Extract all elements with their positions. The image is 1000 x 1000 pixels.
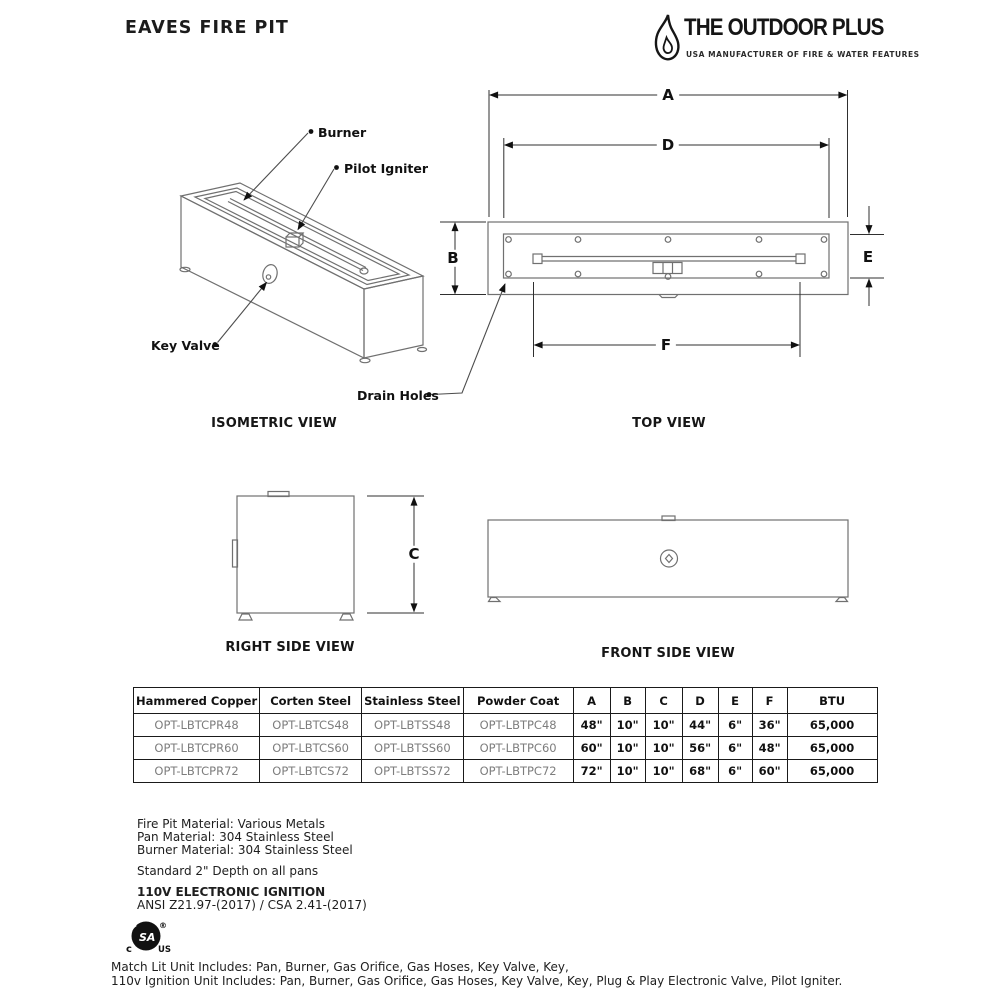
callout-drain-holes-label: Drain Holes (357, 388, 439, 403)
table-cell: 6" (718, 760, 752, 783)
table-cell: 65,000 (787, 737, 877, 760)
spec-table (133, 687, 878, 783)
table-cell: 65,000 (787, 760, 877, 783)
front-side-view-caption: FRONT SIDE VIEW (601, 646, 735, 661)
table-cell: 48" (573, 714, 610, 737)
right-side-view-drawing (233, 492, 355, 621)
callout-pilot-igniter-label: Pilot Igniter (344, 161, 429, 176)
table-row (134, 760, 878, 783)
table-cell: 44" (682, 714, 718, 737)
table-cell: OPT-LBTCS60 (260, 737, 362, 760)
right-side-view-caption: RIGHT SIDE VIEW (225, 640, 355, 655)
csa-us-mark: US (158, 945, 172, 955)
dim-label-d: D (657, 137, 679, 154)
table-cell: 48" (752, 737, 787, 760)
registered-trademark-symbol: ® (159, 921, 167, 930)
table-cell: 68" (682, 760, 718, 783)
dim-label-c: C (403, 546, 424, 563)
match-lit-includes-line: Match Lit Unit Includes: Pan, Burner, Gas Orifice, Gas Hoses, Key Valve, Key, (111, 960, 569, 974)
col-header-e: E (718, 688, 752, 714)
note-pan-material: Pan Material: 304 Stainless Steel (137, 830, 334, 844)
isometric-view-caption: ISOMETRIC VIEW (211, 416, 337, 431)
burner-drawing (533, 254, 805, 274)
spec-table-header-row (134, 688, 878, 714)
table-cell: 10" (645, 760, 682, 783)
ignition-heading: 110V ELECTRONIC IGNITION (137, 885, 326, 899)
table-cell: OPT-LBTPC60 (463, 737, 573, 760)
table-cell: 10" (610, 760, 645, 783)
table-cell: 72" (573, 760, 610, 783)
table-cell: 10" (610, 737, 645, 760)
col-header-f: F (752, 688, 787, 714)
svg-text:SA: SA (139, 931, 156, 944)
table-cell: 6" (718, 714, 752, 737)
top-view-caption: TOP VIEW (632, 416, 706, 431)
col-header-btu: BTU (787, 688, 877, 714)
table-cell: 60" (752, 760, 787, 783)
dim-label-a: A (657, 87, 679, 104)
table-cell: OPT-LBTSS72 (362, 760, 463, 783)
dim-label-f: F (656, 337, 676, 354)
ignition-includes-line: 110v Ignition Unit Includes: Pan, Burner, Gas Orifice, Gas Hoses, Key Valve, Key, Plug & Play Electronic Valve, Pilot Igniter. (111, 974, 843, 988)
page-title: EAVES FIRE PIT (125, 18, 289, 38)
table-cell: 60" (573, 737, 610, 760)
flame-icon (652, 13, 682, 63)
table-cell: OPT-LBTCS48 (260, 714, 362, 737)
col-header-c: C (645, 688, 682, 714)
csa-c-mark: c (126, 944, 132, 955)
col-header-b: B (610, 688, 645, 714)
table-cell: 10" (645, 714, 682, 737)
table-cell: OPT-LBTPC48 (463, 714, 573, 737)
key-valve-drawing (261, 263, 279, 285)
col-header-d: D (682, 688, 718, 714)
table-cell: OPT-LBTPC72 (463, 760, 573, 783)
top-view-drawing (488, 222, 848, 298)
ansi-csa-standard: ANSI Z21.97-(2017) / CSA 2.41-(2017) (137, 898, 367, 912)
table-cell: 6" (718, 737, 752, 760)
note-fire-pit-material: Fire Pit Material: Various Metals (137, 817, 325, 831)
table-cell: 65,000 (787, 714, 877, 737)
table-cell: OPT-LBTCPR60 (134, 737, 260, 760)
col-header-powder-coat: Powder Coat (463, 688, 573, 714)
col-header-stainless-steel: Stainless Steel (362, 688, 463, 714)
table-cell: 56" (682, 737, 718, 760)
table-cell: 36" (752, 714, 787, 737)
col-header-hammered-copper: Hammered Copper (134, 688, 260, 714)
table-cell: 10" (645, 737, 682, 760)
table-cell: OPT-LBTCPR48 (134, 714, 260, 737)
dim-label-b: B (442, 250, 463, 267)
front-side-view-drawing (488, 516, 848, 602)
brand-logo (652, 13, 920, 65)
note-burner-material: Burner Material: 304 Stainless Steel (137, 843, 353, 857)
brand-name: THE OUTDOOR PLUS (684, 14, 884, 41)
brand-tagline: USA MANUFACTURER OF FIRE & WATER FEATURES (686, 50, 920, 59)
table-row (134, 737, 878, 760)
callout-burner-label: Burner (318, 125, 367, 140)
dim-label-e: E (858, 249, 878, 266)
table-cell: OPT-LBTSS48 (362, 714, 463, 737)
table-cell: OPT-LBTCPR72 (134, 760, 260, 783)
col-header-corten-steel: Corten Steel (260, 688, 362, 714)
callout-key-valve-label: Key Valve (151, 338, 220, 353)
table-cell: OPT-LBTCS72 (260, 760, 362, 783)
dimension-lines (367, 90, 884, 613)
note-pan-depth: Standard 2" Depth on all pans (137, 864, 319, 878)
csa-mark-icon (130, 922, 161, 951)
table-cell: 10" (610, 714, 645, 737)
isometric-view-drawing (180, 183, 427, 363)
table-cell: OPT-LBTSS60 (362, 737, 463, 760)
table-row (134, 714, 878, 737)
col-header-a: A (573, 688, 610, 714)
